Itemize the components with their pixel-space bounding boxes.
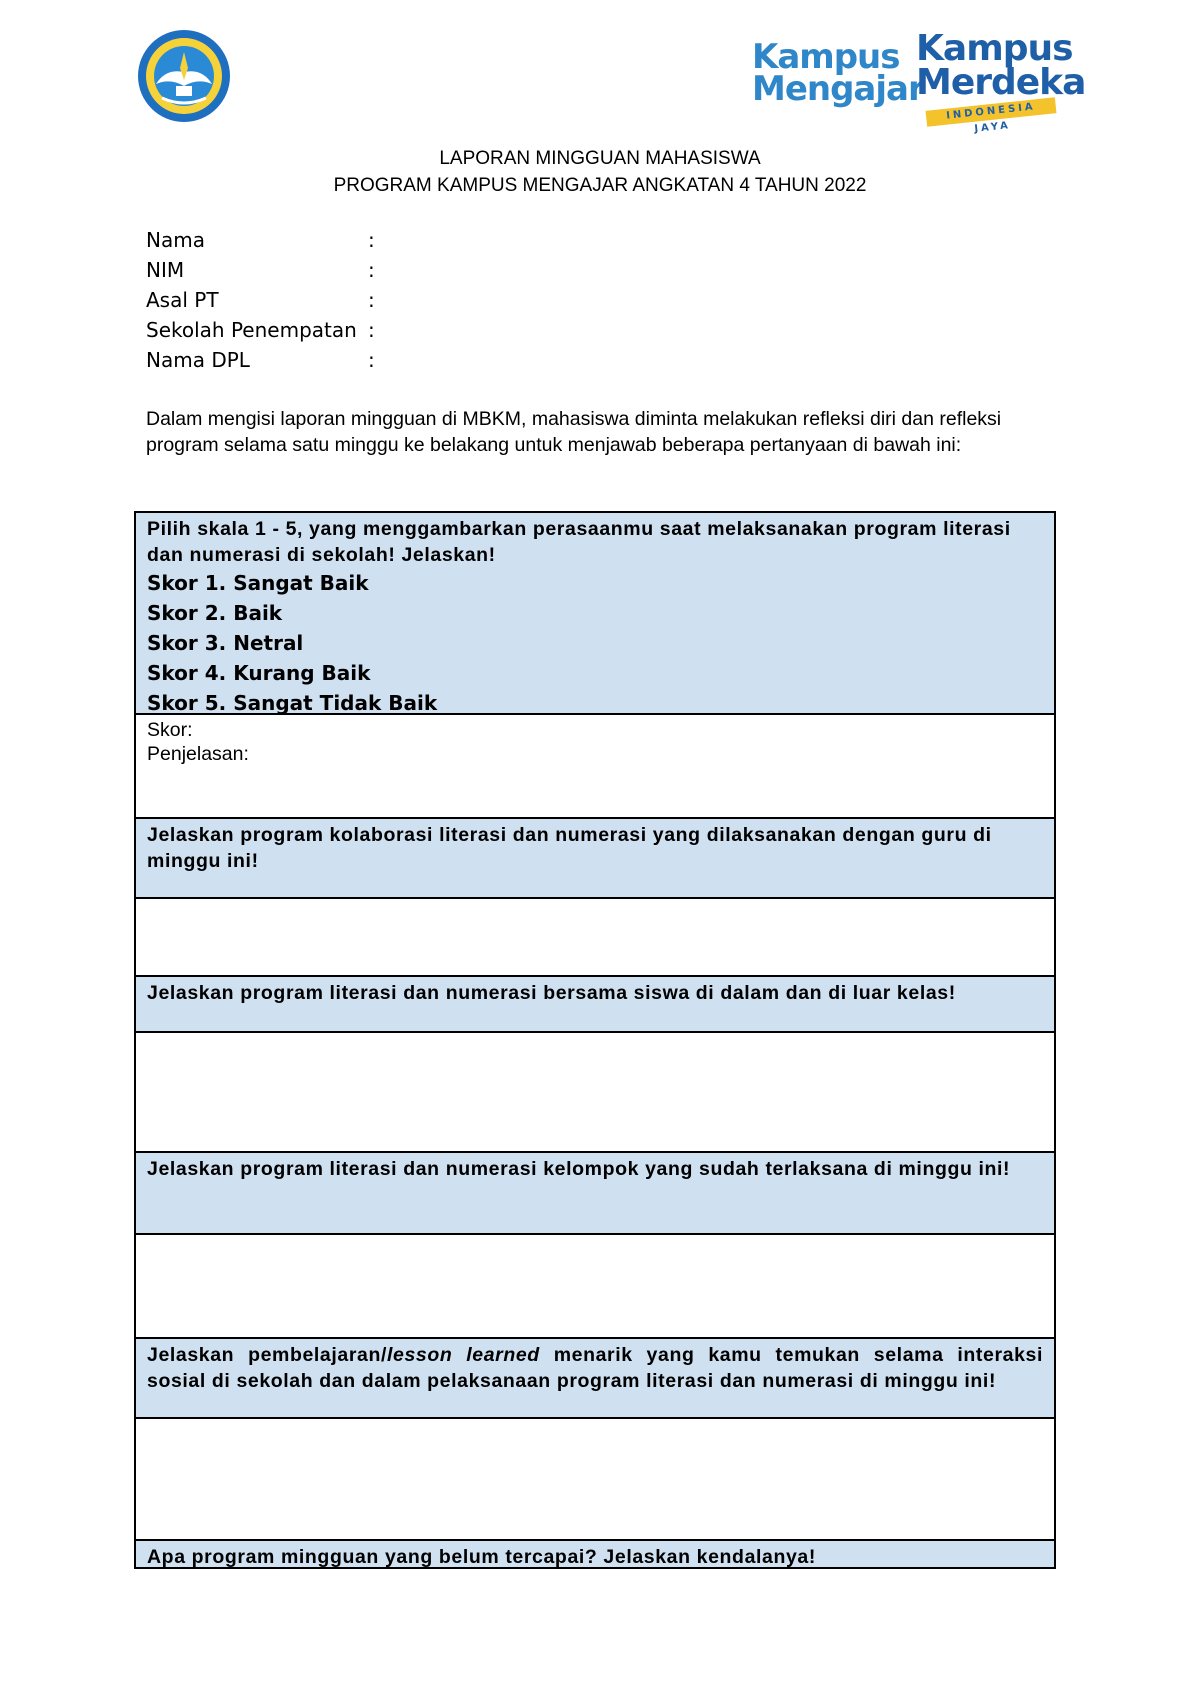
identity-row-dpl bbox=[146, 348, 375, 378]
answer-3[interactable] bbox=[136, 1033, 1054, 1153]
page-title: LAPORAN MINGGUAN MAHASISWA bbox=[439, 148, 761, 169]
question-6: Apa program mingguan yang belum tercapai? Jelaskan kendalanya! bbox=[136, 1541, 1054, 1567]
kampus-merdeka-line1: Kampus bbox=[916, 28, 1073, 69]
answer-5[interactable] bbox=[136, 1419, 1054, 1541]
page-subtitle: PROGRAM KAMPUS MENGAJAR ANGKATAN 4 TAHUN 2022 bbox=[333, 175, 867, 196]
score-option: Skor 4. Kurang Baik bbox=[147, 661, 371, 685]
question-1 bbox=[136, 513, 1054, 715]
score-option: Skor 5. Sangat Tidak Baik bbox=[147, 691, 438, 715]
score-option: Skor 1. Sangat Baik bbox=[147, 571, 369, 595]
report-table bbox=[134, 511, 1056, 1569]
identity-colon: : bbox=[368, 258, 375, 282]
question-4: Jelaskan program literasi dan numerasi kelompok yang sudah terlaksana di minggu ini! bbox=[136, 1153, 1054, 1235]
question-5-text-start: Jelaskan pembelajaran/ bbox=[147, 1344, 388, 1366]
kampus-mengajar-merdeka-logo bbox=[752, 28, 1086, 135]
question-1-text: Pilih skala 1 - 5, yang menggambarkan perasaanmu saat melaksanakan program literasi dan numerasi di sekolah! Jelaskan! bbox=[147, 518, 1011, 566]
identity-row-nama bbox=[146, 228, 375, 258]
identity-label: Sekolah Penempatan bbox=[146, 318, 357, 342]
indonesia-jaya-tagline: INDONESIA JAYA bbox=[926, 97, 1057, 127]
identity-row-asal-pt bbox=[146, 288, 375, 318]
identity-colon: : bbox=[368, 228, 375, 252]
identity-colon: : bbox=[368, 318, 375, 342]
kampus-merdeka-line2: Merdeka bbox=[916, 62, 1086, 103]
kampus-mengajar-line2: Mengajar bbox=[752, 69, 924, 109]
identity-label: Asal PT bbox=[146, 288, 219, 312]
question-2: Jelaskan program kolaborasi literasi dan numerasi yang dilaksanakan dengan guru di minggu ini! bbox=[136, 819, 1054, 899]
question-5-italic: lesson learned bbox=[387, 1344, 540, 1366]
identity-label: NIM bbox=[146, 258, 185, 282]
identity-label: Nama DPL bbox=[146, 348, 250, 372]
tut-wuri-handayani-logo bbox=[136, 28, 232, 124]
identity-colon: : bbox=[368, 348, 375, 372]
intro-paragraph: Dalam mengisi laporan mingguan di MBKM, mahasiswa diminta melakukan refleksi diri dan refleksi program selama satu minggu ke belakang untuk menjawab beberapa pertanyaan di bawah ini: bbox=[146, 408, 1002, 456]
identity-row-nim bbox=[146, 258, 375, 288]
answer-2[interactable] bbox=[136, 899, 1054, 977]
kampus-mengajar-line1: Kampus bbox=[752, 37, 900, 77]
question-5 bbox=[136, 1339, 1054, 1419]
score-option: Skor 3. Netral bbox=[147, 631, 304, 655]
question-3: Jelaskan program literasi dan numerasi bersama siswa di dalam dan di luar kelas! bbox=[136, 977, 1054, 1033]
identity-row-sekolah bbox=[146, 318, 375, 348]
answer-1[interactable] bbox=[136, 715, 1054, 819]
identity-label: Nama bbox=[146, 228, 205, 252]
question-5-text-end: menarik yang kamu temukan selama interaksi sosial di sekolah dan dalam pelaksanaan program literasi dan numerasi di minggu ini! bbox=[147, 1344, 1043, 1392]
score-scale bbox=[147, 568, 1043, 718]
score-option: Skor 2. Baik bbox=[147, 601, 283, 625]
identity-colon: : bbox=[368, 288, 375, 312]
answer-skor-label: Skor: bbox=[147, 719, 193, 741]
identity-section bbox=[146, 228, 375, 378]
answer-4[interactable] bbox=[136, 1235, 1054, 1339]
answer-penjelasan-label: Penjelasan: bbox=[147, 743, 249, 765]
